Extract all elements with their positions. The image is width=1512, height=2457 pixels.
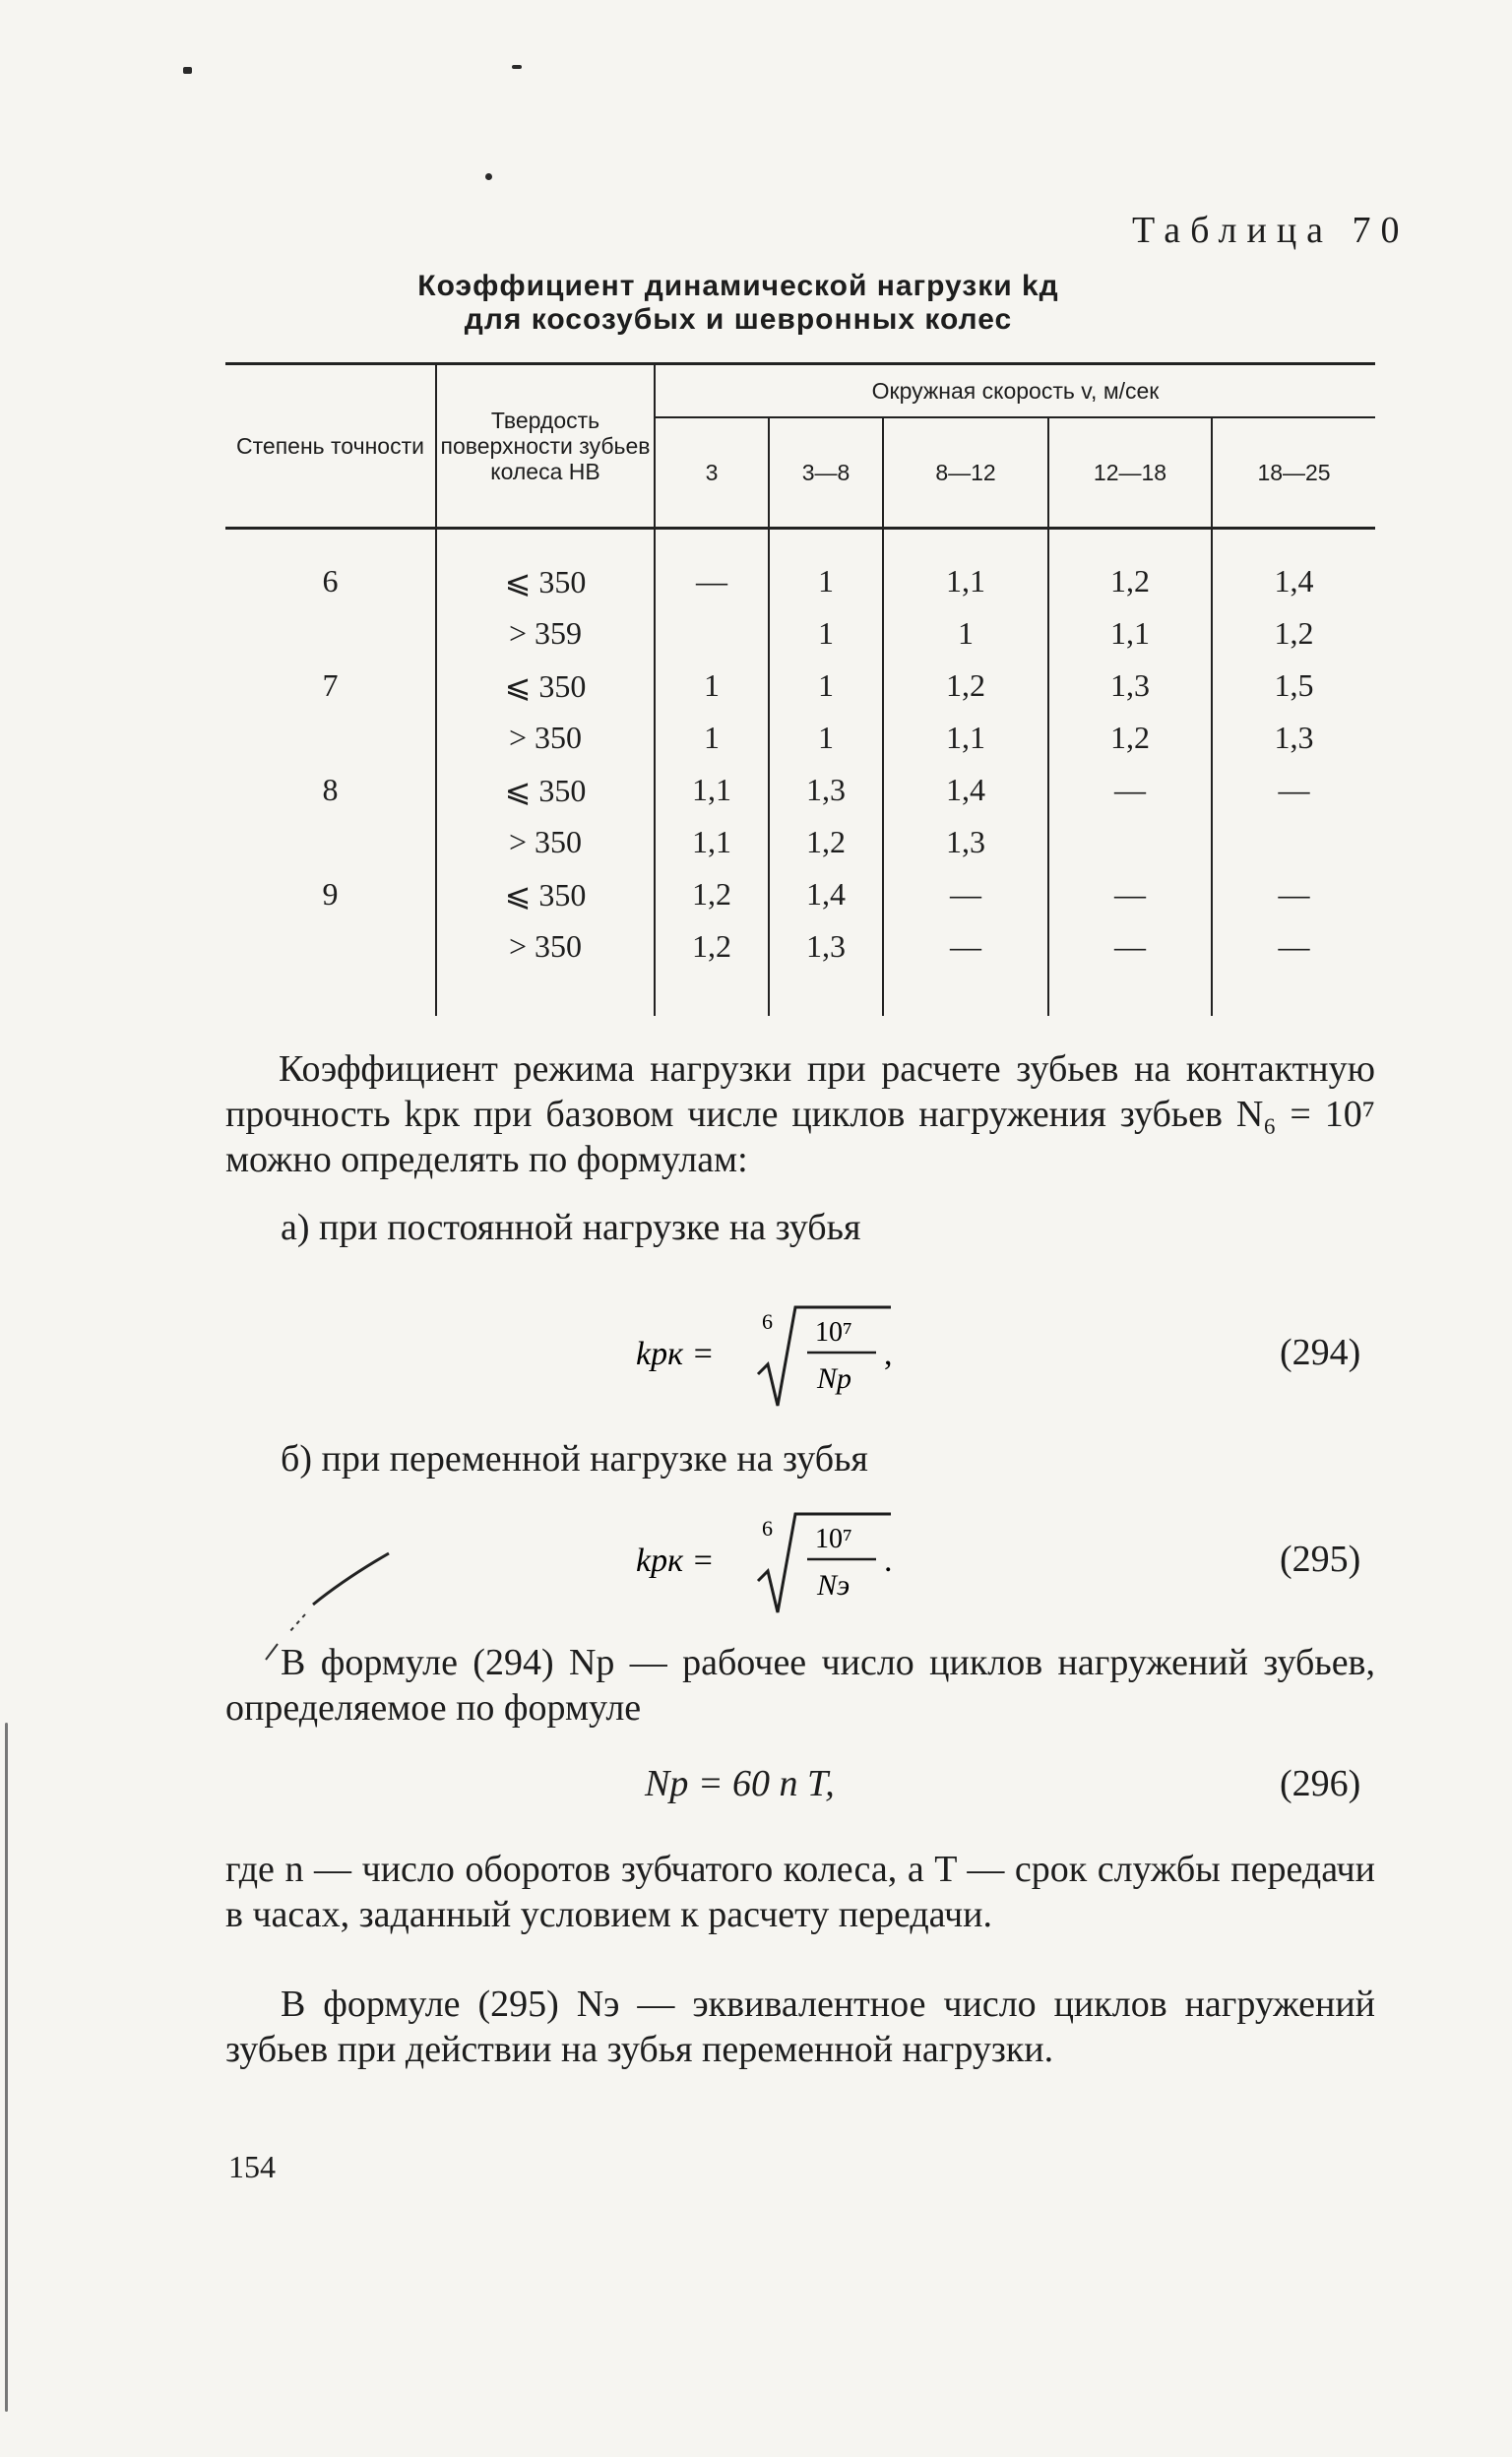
cell-hardness: > 350 bbox=[436, 816, 655, 868]
table-title-line-1: Коэффициент динамической нагрузки kд bbox=[417, 270, 1059, 302]
cell-value: 1,4 bbox=[769, 868, 883, 920]
cell-value: 1,2 bbox=[655, 920, 769, 1016]
equation-number-294: (294) bbox=[1280, 1332, 1361, 1373]
formula-295-tail: . bbox=[884, 1543, 893, 1579]
cell-value: 1 bbox=[883, 607, 1048, 660]
cell-value: — bbox=[1212, 920, 1375, 1016]
cell-value: 1 bbox=[769, 607, 883, 660]
cell-value: — bbox=[1212, 868, 1375, 920]
header-speed-col: 3—8 bbox=[769, 417, 883, 529]
cell-degree bbox=[225, 712, 436, 764]
cell-value: 1,1 bbox=[655, 764, 769, 816]
cell-value: 1,3 bbox=[1212, 712, 1375, 764]
cell-value: 1,2 bbox=[655, 868, 769, 920]
cell-value: — bbox=[1048, 868, 1212, 920]
header-speed-col: 3 bbox=[655, 417, 769, 529]
paragraph-where: где n — число оборотов зубчатого колеса, а T — срок службы передачи в часах, заданный условием к расчету передачи. bbox=[225, 1849, 1375, 1935]
paragraph-load-mode: Коэффициент режима нагрузки при расчете зубьев на контактную прочность kрк при базовом числе циклов нагружения зубьев N₆ = 10⁷ можно определять по формулам: bbox=[225, 1048, 1375, 1180]
cell-value bbox=[1212, 816, 1375, 868]
cell-value: 1,3 bbox=[769, 920, 883, 1016]
cell-value: 1,4 bbox=[1212, 529, 1375, 608]
cell-degree bbox=[225, 816, 436, 868]
table-row bbox=[225, 712, 1375, 764]
cell-value: 1,3 bbox=[769, 764, 883, 816]
page-number: 154 bbox=[228, 2149, 276, 2184]
formula-294 bbox=[591, 1295, 945, 1414]
cell-value: 1,1 bbox=[655, 816, 769, 868]
scan-speck bbox=[512, 65, 522, 69]
cell-value: — bbox=[1048, 920, 1212, 1016]
cell-hardness: ⩽ 350 bbox=[436, 868, 655, 920]
formula-295-lhs: kрк = bbox=[636, 1543, 715, 1579]
formula-294-lhs: kрк = bbox=[636, 1336, 715, 1372]
formula-295 bbox=[591, 1502, 945, 1620]
table-row bbox=[225, 816, 1375, 868]
table-title-line-2: для косозубых и шевронных колес bbox=[464, 303, 1013, 336]
cell-value: — bbox=[1048, 764, 1212, 816]
paragraph-equivalent-cycles: В формуле (295) Nэ — эквивалентное число циклов нагружений зубьев при действии на зубья переменной нагрузки. bbox=[225, 1984, 1375, 2070]
cell-hardness: > 350 bbox=[436, 920, 655, 1016]
scan-speck bbox=[5, 1723, 8, 2412]
table-row bbox=[225, 764, 1375, 816]
cell-degree: 8 bbox=[322, 772, 339, 807]
formula-296: Nр = 60 n T, bbox=[645, 1763, 835, 1804]
cell-value: 1,2 bbox=[1048, 529, 1212, 608]
formula-295-root-index: 6 bbox=[762, 1516, 773, 1541]
table-row bbox=[225, 529, 1375, 608]
cell-value: 1,2 bbox=[1048, 712, 1212, 764]
formula-294-numerator: 10⁷ bbox=[815, 1317, 852, 1348]
header-speed: Окружная скорость v, м/сек bbox=[655, 364, 1375, 418]
cell-value: 1 bbox=[655, 660, 769, 712]
equation-number-296: (296) bbox=[1280, 1763, 1361, 1804]
cell-hardness: > 359 bbox=[436, 607, 655, 660]
cell-value: 1,1 bbox=[883, 529, 1048, 608]
cell-degree bbox=[225, 920, 436, 1016]
cell-hardness: ⩽ 350 bbox=[436, 529, 655, 608]
scan-speck bbox=[183, 67, 192, 74]
cell-value: 1,3 bbox=[1048, 660, 1212, 712]
cell-value: 1 bbox=[769, 529, 883, 608]
formula-295-denominator: Nэ bbox=[817, 1569, 850, 1602]
cell-value: 1 bbox=[769, 712, 883, 764]
cell-value: — bbox=[655, 529, 769, 608]
cell-value: 1,2 bbox=[883, 660, 1048, 712]
cell-value: — bbox=[883, 868, 1048, 920]
table-row bbox=[225, 920, 1375, 1016]
equation-number-295: (295) bbox=[1280, 1539, 1361, 1580]
paragraph-working-cycles: В формуле (294) Nр — рабочее число циклов нагружений зубьев, определяемое по формуле bbox=[225, 1642, 1375, 1729]
header-speed-col: 18—25 bbox=[1212, 417, 1375, 529]
cell-degree bbox=[225, 607, 436, 660]
header-hardness: Твердость поверхности зубьев колеса HB bbox=[436, 364, 655, 529]
table-row bbox=[225, 868, 1375, 920]
cell-hardness: ⩽ 350 bbox=[436, 764, 655, 816]
cell-value bbox=[655, 607, 769, 660]
table-label: Таблица 70 bbox=[1132, 210, 1410, 251]
dynamic-load-table bbox=[225, 362, 1375, 1016]
cell-value: — bbox=[1212, 764, 1375, 816]
formula-295-numerator: 10⁷ bbox=[815, 1524, 852, 1554]
cell-value: 1,1 bbox=[1048, 607, 1212, 660]
cell-value: 1,2 bbox=[1212, 607, 1375, 660]
scan-speck bbox=[485, 173, 492, 180]
header-degree: Степень точности bbox=[225, 364, 436, 529]
formula-294-root-index: 6 bbox=[762, 1309, 773, 1334]
formula-294-denominator: Nр bbox=[817, 1362, 852, 1395]
cell-hardness: ⩽ 350 bbox=[436, 660, 655, 712]
cell-hardness: > 350 bbox=[436, 712, 655, 764]
table-row bbox=[225, 660, 1375, 712]
cell-value: 1,1 bbox=[883, 712, 1048, 764]
cell-value: 1,4 bbox=[883, 764, 1048, 816]
cell-value: — bbox=[883, 920, 1048, 1016]
header-speed-col: 12—18 bbox=[1048, 417, 1212, 529]
cell-degree: 7 bbox=[322, 667, 339, 703]
cell-degree: 6 bbox=[322, 563, 339, 598]
cell-value: 1 bbox=[655, 712, 769, 764]
formula-294-tail: , bbox=[884, 1336, 893, 1372]
header-speed-col: 8—12 bbox=[883, 417, 1048, 529]
case-a-text: а) при постоянной нагрузке на зубья bbox=[281, 1207, 861, 1248]
cell-value bbox=[1048, 816, 1212, 868]
cell-value: 1,5 bbox=[1212, 660, 1375, 712]
cell-degree: 9 bbox=[322, 876, 339, 912]
cell-value: 1,2 bbox=[769, 816, 883, 868]
cell-value: 1,3 bbox=[883, 816, 1048, 868]
case-b-text: б) при переменной нагрузке на зубья bbox=[281, 1438, 868, 1480]
table-row bbox=[225, 607, 1375, 660]
cell-value: 1 bbox=[769, 660, 883, 712]
